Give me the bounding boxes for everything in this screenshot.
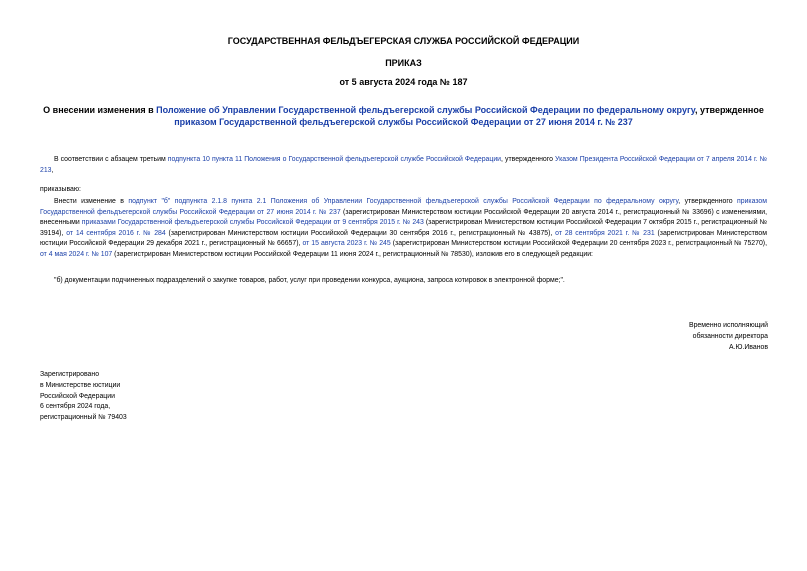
document-subject [40, 104, 767, 128]
signature-name: А.Ю.Иванов [728, 343, 768, 351]
signature-position-2: обязанности директора [692, 332, 768, 340]
paragraph-basis [40, 155, 767, 176]
subject-link-order[interactable]: приказом Государственной фельдъегерской службы Российской Федерации от 27 июня 2014 г. № 237 [174, 117, 633, 127]
document-type: ПРИКАЗ [385, 58, 422, 68]
basis-link-decree[interactable]: Указом Президента Российской Федерации от 7 апреля 2014 г. № 213 [40, 156, 768, 174]
subject-middle: , утвержденное [695, 105, 764, 115]
basis-link-regulation[interactable]: подпункта 10 пункта 11 Положения о Государственной фельдъегерской службе Российской Федерации [167, 156, 502, 163]
paragraph-amendment [40, 197, 767, 261]
amend-text-1: Внести изменение в [54, 198, 129, 205]
registration-line-3: Российской Федерации [40, 392, 115, 400]
registration-line-1: Зарегистрировано [40, 371, 100, 378]
amend-link-order-2023[interactable]: от 15 августа 2023 г. № 245 [302, 240, 391, 248]
organization-title: ГОСУДАРСТВЕННАЯ ФЕЛЬДЪЕГЕРСКАЯ СЛУЖБА РОССИЙСКОЙ ФЕДЕРАЦИИ [227, 36, 580, 46]
amend-link-order-2021[interactable]: от 28 сентября 2021 г. № 231 [555, 229, 655, 237]
amend-link-order-2014[interactable]: приказом Государственной фельдъегерской службы Российской Федерации от 27 июня 2014 г. № 237 [40, 198, 767, 216]
subject-link-regulation[interactable]: Положение об Управлении Государственной фельдъегерской службы Российской Федерации по федеральному округу [156, 105, 696, 115]
amend-link-order-2015[interactable]: приказами Государственной фельдъегерской службы Российской Федерации от 9 сентября 2015 г. № 243 [81, 219, 424, 227]
registration-line-5: регистрационный № 79403 [40, 414, 127, 422]
amend-text-7: (зарегистрирован Министерством юстиции Российской Федерации 20 сентября 2023 г., регистрационный № 75270), [390, 240, 767, 248]
amend-link-subpoint[interactable]: подпункт "б" подпункта 2.1.8 пункта 2.1 Положения об Управлении Государственной фельдъегерской службы Российской Федерации по федеральному округу [128, 198, 679, 205]
amend-text-3: (зарегистрирован Министерством юстиции Российской Федерации 20 августа 2014 г., регистрационный № 33696) с изменениями, внесенными [40, 208, 767, 227]
signature-position-1: Временно исполняющий [689, 322, 768, 329]
basis-text-3: , [51, 166, 54, 174]
document-date: от 5 августа 2024 года № 187 [339, 77, 468, 87]
amend-text-8: (зарегистрирован Министерством юстиции Российской Федерации 11 июня 2024 г., регистрационный № 78530), изложив его в следующей редакции: [112, 250, 593, 258]
paragraph-order-word: приказываю: [40, 186, 81, 193]
registration-line-2: в Министерстве юстиции [40, 381, 121, 389]
amend-text-5: (зарегистрирован Министерством юстиции Российской Федерации 30 сентября 2016 г., регистрационный № 43875), [165, 229, 556, 237]
basis-text-2: , утвержденного [501, 156, 556, 163]
amend-text-6: (зарегистрирован Министерством юстиции Российской Федерации 29 декабря 2021 г., регистрационный № 66657), [40, 229, 767, 248]
registration-line-4: 6 сентября 2024 года, [40, 403, 111, 411]
amend-link-order-2024[interactable]: от 4 мая 2024 г. № 107 [40, 250, 113, 258]
subject-prefix: О внесении изменения в [43, 105, 157, 115]
basis-text-1: В соответствии с абзацем третьим [54, 156, 168, 163]
amend-text-4: (зарегистрирован Министерством юстиции Российской Федерации 7 октября 2015 г., регистрационный № 39194), [40, 219, 767, 237]
signature-block [689, 321, 768, 353]
paragraph-new-wording: "б) документации подчиненных подразделений о закупке товаров, работ, услуг при проведении конкурса, аукциона, запроса котировок в электронной форме;". [54, 277, 565, 284]
amend-link-order-2016[interactable]: от 14 сентября 2016 г. № 284 [66, 229, 166, 237]
registration-block [40, 370, 127, 424]
amend-text-2: , утвержденного [678, 198, 737, 205]
